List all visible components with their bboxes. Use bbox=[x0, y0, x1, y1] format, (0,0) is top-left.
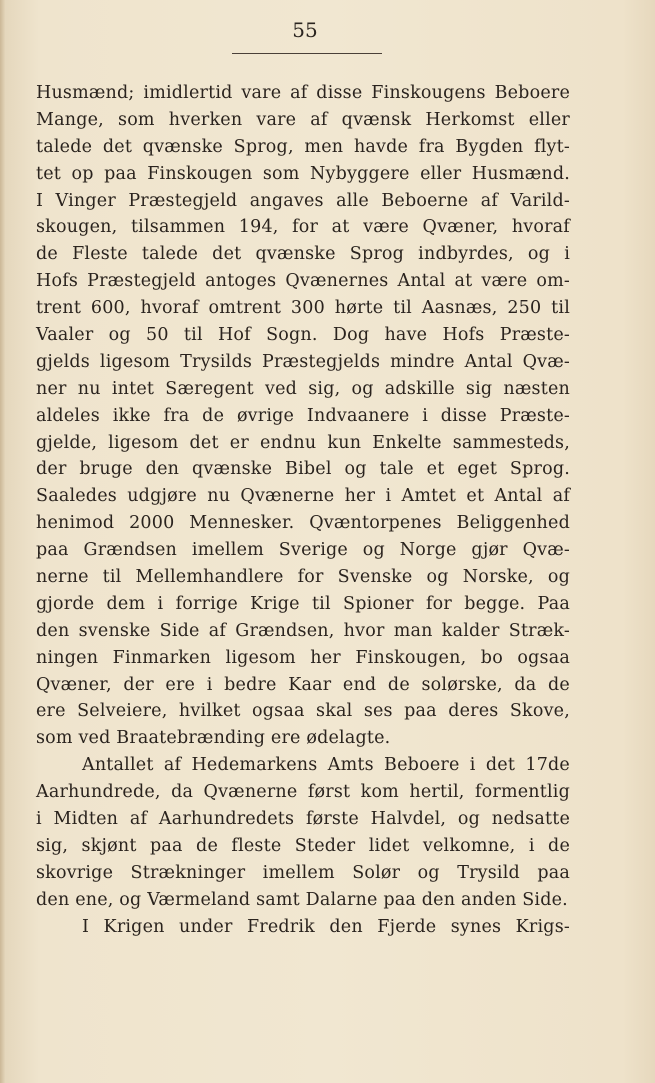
text-line: I Vinger Præstegjeld angaves alle Beboerne af Varild- bbox=[36, 190, 570, 211]
page-number: 55 bbox=[292, 18, 318, 42]
body-text bbox=[36, 80, 570, 941]
text-line: Hofs Præstegjeld antoges Qvænernes Antal at være om- bbox=[36, 271, 570, 292]
text-line: talede det qvænske Sprog, men havde fra Bygden flyt- bbox=[36, 136, 570, 157]
text-line: henimod 2000 Mennesker. Qvæntorpenes Beliggenhed bbox=[36, 513, 570, 534]
text-line: de Fleste talede det qvænske Sprog indbyrdes, og i bbox=[36, 244, 570, 265]
text-line: Qvæner, der ere i bedre Kaar end de solørske, da de bbox=[36, 674, 570, 695]
text-line: Saaledes udgjøre nu Qvænerne her i Amtet et Antal af bbox=[36, 486, 570, 507]
text-line: i Midten af Aarhundredets første Halvdel, og nedsatte bbox=[36, 809, 570, 830]
text-line: ere Selveiere, hvilket ogsaa skal ses paa deres Skove, bbox=[36, 701, 570, 722]
text-line: Aarhundrede, da Qvænerne først kom hertil, formentlig bbox=[36, 782, 570, 803]
text-line: Antallet af Hedemarkens Amts Beboere i det 17de bbox=[82, 755, 570, 776]
text-line: nerne til Mellemhandlere for Svenske og Norske, og bbox=[36, 567, 570, 588]
text-line: gjelde, ligesom det er endnu kun Enkelte sammesteds, bbox=[36, 432, 570, 453]
text-line: aldeles ikke fra de øvrige Indvaanere i disse Præste- bbox=[36, 405, 570, 426]
text-line: gjelds ligesom Trysilds Præstegjelds mindre Antal Qvæ- bbox=[36, 351, 570, 372]
text-line: paa Grændsen imellem Sverige og Norge gjør Qvæ- bbox=[36, 540, 570, 561]
text-line: skougen, tilsammen 194, for at være Qvæner, hvoraf bbox=[36, 217, 570, 238]
text-line: ningen Finmarken ligesom her Finskougen, bo ogsaa bbox=[36, 647, 570, 668]
text-line: som ved Braatebrænding ere ødelagte. bbox=[36, 728, 391, 749]
header-rule bbox=[232, 53, 382, 54]
text-line: den svenske Side af Grændsen, hvor man kalder Stræk- bbox=[36, 620, 570, 641]
text-line: trent 600, hvoraf omtrent 300 hørte til Aasnæs, 250 til bbox=[36, 298, 570, 319]
text-line: der bruge den qvænske Bibel og tale et eget Sprog. bbox=[36, 459, 570, 480]
text-line: den ene, og Værmeland samt Dalarne paa den anden Side. bbox=[36, 889, 568, 910]
text-line: Mange, som hverken vare af qvænsk Herkomst eller bbox=[36, 109, 570, 130]
text-line: I Krigen under Fredrik den Fjerde synes Krigs- bbox=[82, 916, 570, 937]
text-line: Vaaler og 50 til Hof Sogn. Dog have Hofs Præste- bbox=[36, 325, 570, 346]
text-line: tet op paa Finskougen som Nybyggere eller Husmænd. bbox=[36, 163, 570, 184]
text-line: skovrige Strækninger imellem Solør og Trysild paa bbox=[36, 862, 570, 883]
text-line: Husmænd; imidlertid vare af disse Finskougens Beboere bbox=[36, 83, 570, 103]
page-edge-shadow bbox=[0, 0, 5, 1083]
text-line: ner nu intet Særegent ved sig, og adskille sig næsten bbox=[36, 378, 570, 399]
text-line: sig, skjønt paa de fleste Steder lidet velkomne, i de bbox=[36, 835, 570, 856]
text-line: gjorde dem i forrige Krige til Spioner for begge. Paa bbox=[36, 593, 570, 614]
